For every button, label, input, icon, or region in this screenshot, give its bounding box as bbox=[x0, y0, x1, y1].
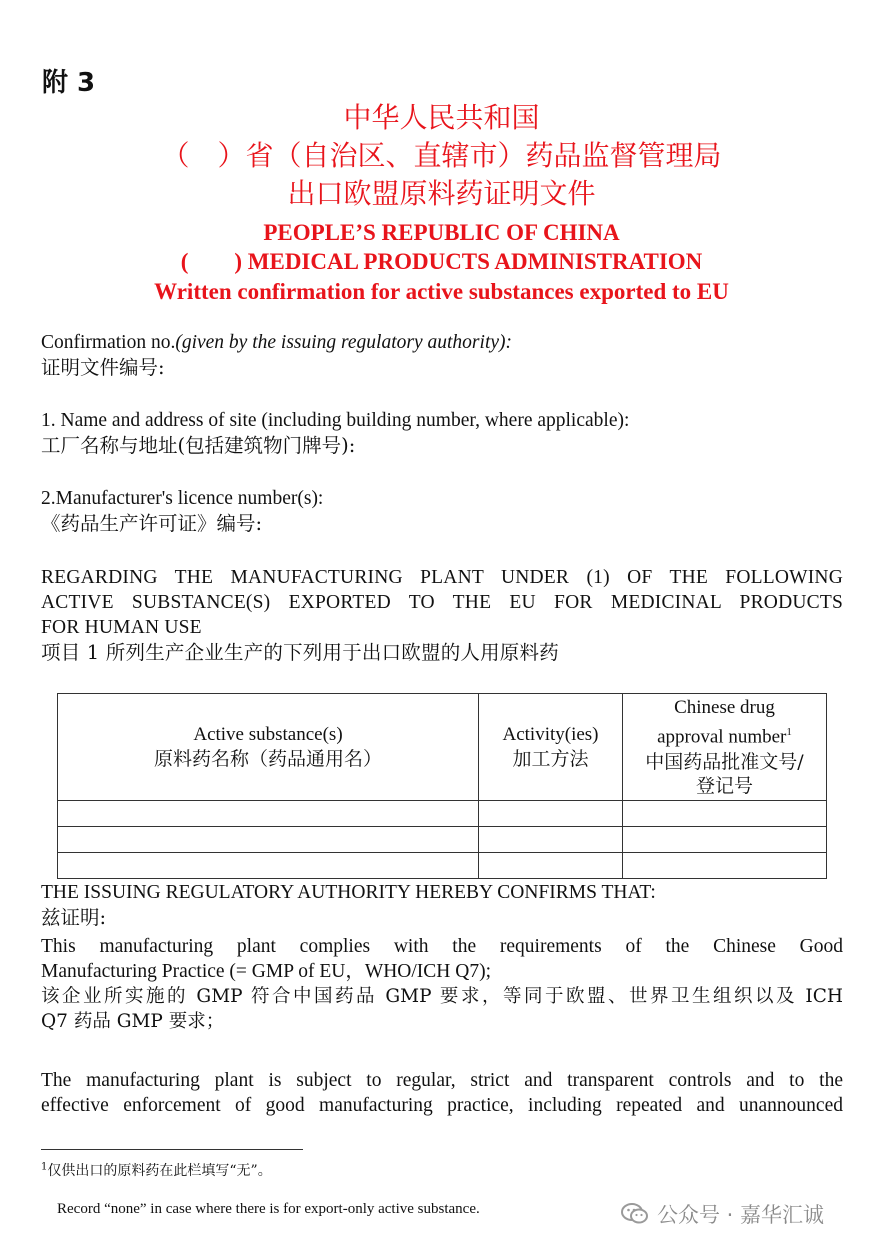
table-cell[interactable] bbox=[623, 853, 827, 879]
title-en-line-2: ( ) MEDICAL PRODUCTS ADMINISTRATION bbox=[180, 249, 703, 274]
title-cn-line-2: （ ）省（自治区、直辖市）药品监督管理局 bbox=[161, 139, 722, 172]
regarding-cn: 项目 1 所列生产企业生产的下列用于出口欧盟的人用原料药 bbox=[41, 641, 559, 664]
title-en-line-1: PEOPLE’S REPUBLIC OF CHINA bbox=[263, 220, 620, 245]
confirms-cn: 兹证明: bbox=[41, 906, 107, 929]
watermark bbox=[621, 1199, 824, 1229]
confirmation-note: (given by the issuing regulatory authority bbox=[175, 332, 500, 353]
table-header-row bbox=[58, 694, 827, 801]
annex-label: 附 3 bbox=[42, 68, 96, 98]
item2-block bbox=[41, 486, 843, 536]
title-en-line-3: Written confirmation for active substances exported to EU bbox=[154, 279, 729, 304]
item2-label: 2.Manufacturer's licence number(s): bbox=[41, 488, 324, 509]
title-cn-line-3: 出口欧盟原料药证明文件 bbox=[287, 177, 596, 210]
table-cell[interactable] bbox=[58, 827, 479, 853]
confirms-block bbox=[41, 880, 843, 930]
table-cell[interactable] bbox=[58, 801, 479, 827]
header-approval-en-2-text: approval number bbox=[657, 726, 787, 748]
confirmation-prefix: Confirmation no. bbox=[41, 332, 176, 353]
header-activity-cn: 加工方法 bbox=[512, 748, 589, 770]
table-row bbox=[58, 827, 827, 853]
gmp-en-line-1: This manufacturing plant complies with the requirements of the Chinese Good bbox=[41, 936, 843, 957]
gmp-block bbox=[41, 934, 843, 1034]
table-cell[interactable] bbox=[479, 801, 623, 827]
header-active-substance-cn: 原料药名称（药品通用名） bbox=[153, 748, 382, 770]
table-cell[interactable] bbox=[58, 853, 479, 879]
table-cell[interactable] bbox=[623, 827, 827, 853]
gmp-cn-line-2: Q7 药品 GMP 要求； bbox=[41, 1011, 225, 1032]
title-cn-line-1: 中华人民共和国 bbox=[343, 101, 540, 134]
confirmation-number-label bbox=[41, 330, 843, 355]
header-active-substance-en: Active substance(s) bbox=[193, 724, 343, 745]
header-approval-en-1: Chinese drug bbox=[674, 697, 775, 719]
table-cell[interactable] bbox=[623, 801, 827, 827]
regarding-line-3: FOR HUMAN USE bbox=[41, 617, 202, 638]
table-row bbox=[58, 853, 827, 879]
footnote-marker: 1 bbox=[41, 1161, 48, 1173]
gmp-cn-line-1: 该企业所实施的 GMP 符合中国药品 GMP 要求，等同于欧盟、世界卫生组织以及 ICH bbox=[41, 986, 843, 1007]
header-approval-cn-1: 中国药品批准文号/ bbox=[645, 750, 804, 773]
watermark-text: 公众号 · 嘉华汇诚 bbox=[657, 1203, 825, 1227]
regarding-line-2: ACTIVE SUBSTANCE(S) EXPORTED TO THE EU FOR MEDICINAL PRODUCTS bbox=[41, 592, 843, 613]
controls-block bbox=[41, 1068, 843, 1118]
table-row bbox=[58, 801, 827, 827]
table-cell[interactable] bbox=[479, 853, 623, 879]
active-substance-table bbox=[57, 693, 827, 879]
confirmation-block bbox=[41, 330, 843, 380]
wechat-icon bbox=[621, 1202, 649, 1226]
gmp-en-line-2: Manufacturing Practice (= GMP of EU，WHO/ICH Q7); bbox=[41, 961, 492, 982]
header-approval-cn-2: 登记号 bbox=[695, 774, 753, 797]
item1-label-cn: 工厂名称与地址(包括建筑物门牌号): bbox=[41, 434, 356, 457]
footnote-ref: 1 bbox=[786, 726, 792, 739]
footnote-rule bbox=[41, 1149, 303, 1150]
header-activity-en: Activity(ies) bbox=[502, 724, 599, 745]
controls-line-2: effective enforcement of good manufacturing practice, including repeated and unannounced bbox=[41, 1095, 843, 1116]
controls-line-1: The manufacturing plant is subject to regular, strict and transparent controls and to the bbox=[41, 1070, 843, 1091]
item2-label-cn: 《药品生产许可证》编号: bbox=[41, 512, 263, 535]
footnote-cn-text: 仅供出口的原料药在此栏填写“无”。 bbox=[47, 1163, 272, 1179]
header-activity bbox=[479, 694, 623, 801]
table-cell[interactable] bbox=[479, 827, 623, 853]
item1-label: 1. Name and address of site (including building number, where applicable): bbox=[41, 410, 630, 431]
header-approval-number bbox=[623, 694, 827, 801]
confirmation-suffix: ): bbox=[499, 332, 513, 353]
footnote-cn bbox=[41, 1160, 272, 1180]
regarding-block bbox=[41, 565, 843, 665]
item1-block bbox=[41, 408, 843, 458]
confirmation-number-label-cn: 证明文件编号: bbox=[41, 356, 165, 379]
confirms-en: THE ISSUING REGULATORY AUTHORITY HEREBY CONFIRMS THAT: bbox=[41, 882, 656, 903]
header-approval-en-2 bbox=[623, 720, 826, 749]
footnote-en: Record “none” in case where there is for export-only active substance. bbox=[57, 1201, 480, 1217]
regarding-line-1: REGARDING THE MANUFACTURING PLANT UNDER (1) OF THE FOLLOWING bbox=[41, 567, 843, 588]
header-active-substance bbox=[58, 694, 479, 801]
